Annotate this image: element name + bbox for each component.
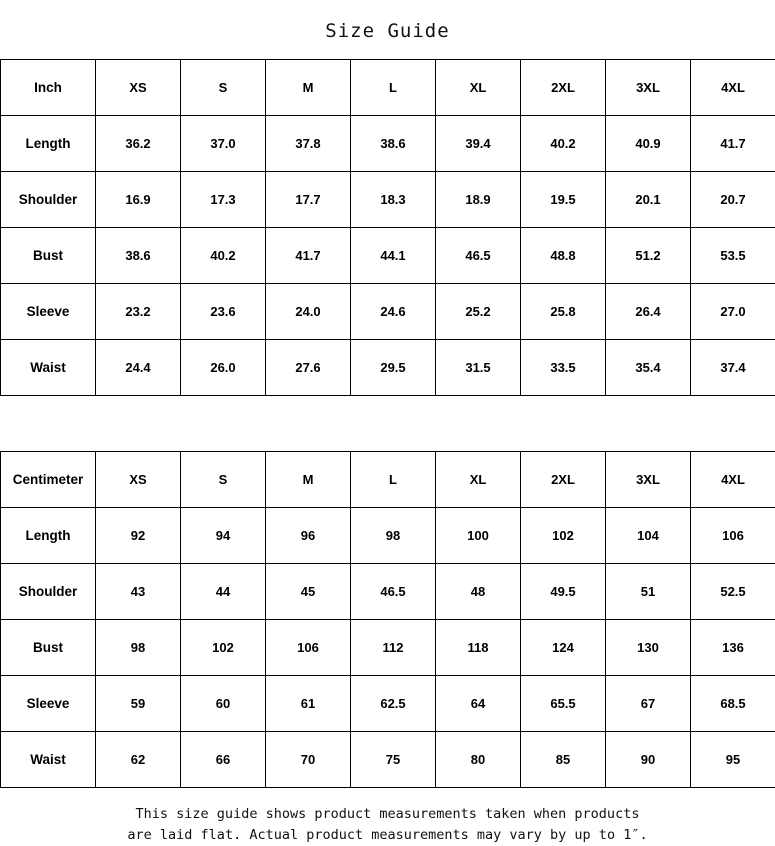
cell-waist-3xl: 35.4	[606, 340, 691, 396]
cell-sleeve-xs: 59	[96, 676, 181, 732]
table-row	[1, 564, 775, 620]
row-label-sleeve: Sleeve	[1, 284, 96, 340]
cell-length-4xl: 41.7	[691, 116, 775, 172]
row-label-bust: Bust	[1, 620, 96, 676]
cell-bust-3xl: 130	[606, 620, 691, 676]
row-label-waist: Waist	[1, 732, 96, 788]
cell-waist-s: 26.0	[181, 340, 266, 396]
cell-sleeve-4xl: 68.5	[691, 676, 775, 732]
cell-length-s: 94	[181, 508, 266, 564]
size-header-2xl: 2XL	[521, 60, 606, 116]
size-header-4xl: 4XL	[691, 60, 775, 116]
cell-shoulder-xl: 18.9	[436, 172, 521, 228]
cell-shoulder-3xl: 20.1	[606, 172, 691, 228]
cell-length-3xl: 40.9	[606, 116, 691, 172]
size-header-s: S	[181, 452, 266, 508]
cell-bust-2xl: 48.8	[521, 228, 606, 284]
cell-shoulder-l: 18.3	[351, 172, 436, 228]
cell-waist-xl: 80	[436, 732, 521, 788]
cell-bust-4xl: 53.5	[691, 228, 775, 284]
cell-shoulder-m: 45	[266, 564, 351, 620]
size-table-inch	[0, 59, 775, 396]
table-row	[1, 508, 775, 564]
footer-note	[0, 788, 775, 846]
cell-waist-s: 66	[181, 732, 266, 788]
cell-sleeve-xs: 23.2	[96, 284, 181, 340]
cell-length-2xl: 102	[521, 508, 606, 564]
cell-bust-4xl: 136	[691, 620, 775, 676]
table-row	[1, 116, 775, 172]
cell-length-l: 38.6	[351, 116, 436, 172]
cell-sleeve-xl: 64	[436, 676, 521, 732]
cell-bust-m: 41.7	[266, 228, 351, 284]
row-label-bust: Bust	[1, 228, 96, 284]
cell-waist-m: 27.6	[266, 340, 351, 396]
cell-length-3xl: 104	[606, 508, 691, 564]
row-label-shoulder: Shoulder	[1, 172, 96, 228]
cell-shoulder-2xl: 19.5	[521, 172, 606, 228]
cell-length-m: 37.8	[266, 116, 351, 172]
row-label-waist: Waist	[1, 340, 96, 396]
size-header-l: L	[351, 452, 436, 508]
cell-sleeve-s: 23.6	[181, 284, 266, 340]
cell-length-s: 37.0	[181, 116, 266, 172]
cell-waist-4xl: 95	[691, 732, 775, 788]
cell-shoulder-s: 44	[181, 564, 266, 620]
cell-bust-xl: 118	[436, 620, 521, 676]
cell-waist-xs: 62	[96, 732, 181, 788]
cell-length-m: 96	[266, 508, 351, 564]
size-header-2xl: 2XL	[521, 452, 606, 508]
cell-shoulder-4xl: 52.5	[691, 564, 775, 620]
cell-sleeve-m: 61	[266, 676, 351, 732]
table-header-row	[1, 452, 775, 508]
row-label-shoulder: Shoulder	[1, 564, 96, 620]
cell-bust-s: 102	[181, 620, 266, 676]
table-row	[1, 340, 775, 396]
cell-length-xs: 92	[96, 508, 181, 564]
cell-length-xl: 100	[436, 508, 521, 564]
cell-bust-l: 112	[351, 620, 436, 676]
size-header-s: S	[181, 60, 266, 116]
cell-bust-xs: 38.6	[96, 228, 181, 284]
row-label-length: Length	[1, 508, 96, 564]
table-row	[1, 284, 775, 340]
size-header-xs: XS	[96, 60, 181, 116]
size-header-m: M	[266, 60, 351, 116]
cell-sleeve-l: 62.5	[351, 676, 436, 732]
row-label-sleeve: Sleeve	[1, 676, 96, 732]
footer-note-line-2: are laid flat. Actual product measurements may vary by up to 1″.	[0, 825, 775, 846]
cell-bust-l: 44.1	[351, 228, 436, 284]
table-row	[1, 228, 775, 284]
cell-shoulder-xs: 43	[96, 564, 181, 620]
cell-sleeve-xl: 25.2	[436, 284, 521, 340]
cell-waist-2xl: 33.5	[521, 340, 606, 396]
cell-sleeve-3xl: 67	[606, 676, 691, 732]
unit-label-inch: Inch	[1, 60, 96, 116]
row-label-length: Length	[1, 116, 96, 172]
cell-sleeve-m: 24.0	[266, 284, 351, 340]
table-spacer	[0, 396, 775, 451]
cell-sleeve-s: 60	[181, 676, 266, 732]
table-row	[1, 172, 775, 228]
cell-length-xs: 36.2	[96, 116, 181, 172]
cell-shoulder-xl: 48	[436, 564, 521, 620]
cell-sleeve-3xl: 26.4	[606, 284, 691, 340]
cell-waist-2xl: 85	[521, 732, 606, 788]
size-header-m: M	[266, 452, 351, 508]
page-title: Size Guide	[0, 0, 775, 59]
footer-note-line-1: This size guide shows product measurements taken when products	[0, 804, 775, 825]
size-header-l: L	[351, 60, 436, 116]
cell-shoulder-xs: 16.9	[96, 172, 181, 228]
cell-shoulder-3xl: 51	[606, 564, 691, 620]
cell-waist-4xl: 37.4	[691, 340, 775, 396]
table-row	[1, 732, 775, 788]
table-header-row	[1, 60, 775, 116]
cell-bust-2xl: 124	[521, 620, 606, 676]
cell-sleeve-4xl: 27.0	[691, 284, 775, 340]
cell-bust-3xl: 51.2	[606, 228, 691, 284]
cell-length-2xl: 40.2	[521, 116, 606, 172]
cell-sleeve-2xl: 65.5	[521, 676, 606, 732]
cell-waist-xs: 24.4	[96, 340, 181, 396]
cell-bust-xl: 46.5	[436, 228, 521, 284]
table-row	[1, 676, 775, 732]
cell-shoulder-2xl: 49.5	[521, 564, 606, 620]
cell-waist-3xl: 90	[606, 732, 691, 788]
cell-waist-l: 75	[351, 732, 436, 788]
size-table-centimeter	[0, 451, 775, 788]
cell-waist-l: 29.5	[351, 340, 436, 396]
cell-length-xl: 39.4	[436, 116, 521, 172]
cell-shoulder-l: 46.5	[351, 564, 436, 620]
size-header-xl: XL	[436, 452, 521, 508]
cell-length-l: 98	[351, 508, 436, 564]
cell-shoulder-4xl: 20.7	[691, 172, 775, 228]
cell-bust-s: 40.2	[181, 228, 266, 284]
table-row	[1, 620, 775, 676]
size-header-xs: XS	[96, 452, 181, 508]
cell-bust-m: 106	[266, 620, 351, 676]
cell-shoulder-s: 17.3	[181, 172, 266, 228]
cell-sleeve-l: 24.6	[351, 284, 436, 340]
cell-waist-m: 70	[266, 732, 351, 788]
cell-bust-xs: 98	[96, 620, 181, 676]
cell-waist-xl: 31.5	[436, 340, 521, 396]
size-header-xl: XL	[436, 60, 521, 116]
size-header-4xl: 4XL	[691, 452, 775, 508]
cell-sleeve-2xl: 25.8	[521, 284, 606, 340]
unit-label-centimeter: Centimeter	[1, 452, 96, 508]
size-header-3xl: 3XL	[606, 60, 691, 116]
cell-length-4xl: 106	[691, 508, 775, 564]
cell-shoulder-m: 17.7	[266, 172, 351, 228]
size-header-3xl: 3XL	[606, 452, 691, 508]
